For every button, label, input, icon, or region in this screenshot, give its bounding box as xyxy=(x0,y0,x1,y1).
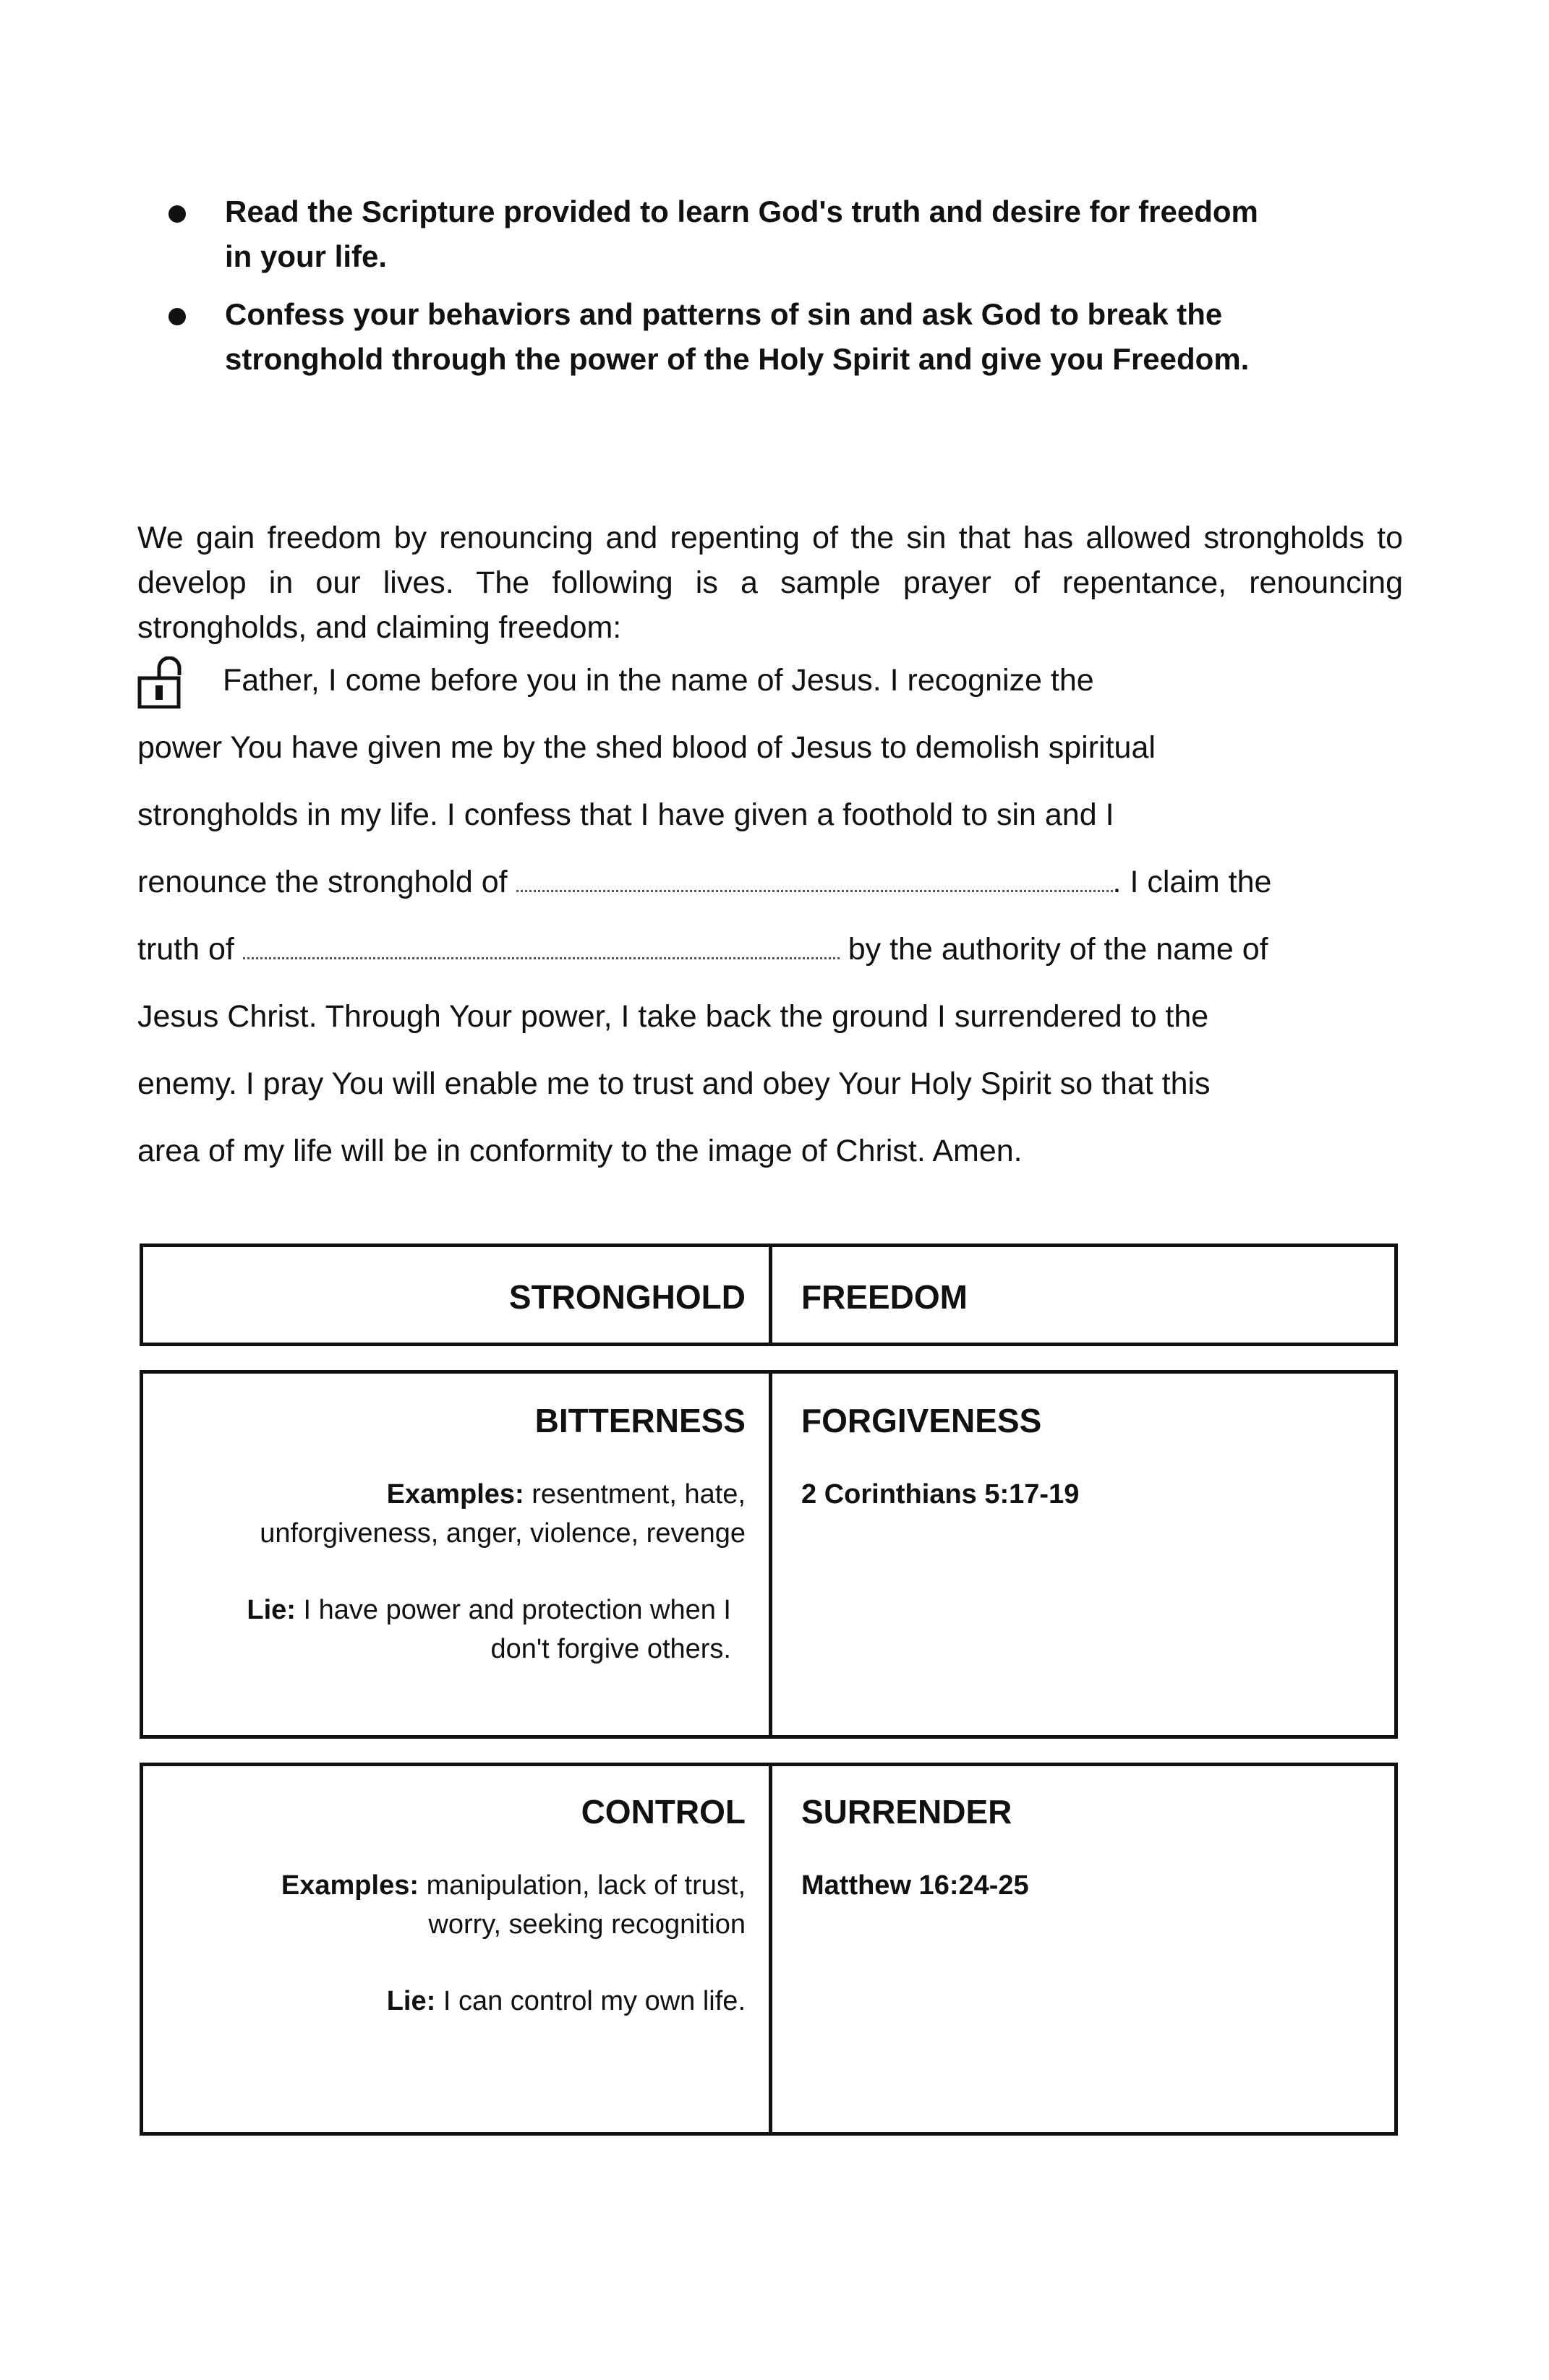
freedom-title: SURRENDER xyxy=(801,1793,1012,1831)
intro-paragraph: We gain freedom by renouncing and repenting of the sin that has allowed strongholds to develop in our lives. The following is a sample prayer of repentance, renouncing strongholds, and claiming freedom: xyxy=(137,521,1403,645)
bullet-text: Confess your behaviors and patterns of sin and ask God to break the stronghold through the power of the Holy Spirit and give you Freedom. xyxy=(225,297,1250,376)
prayer-text: Father, I come before you in the name of Jesus. I recognize the xyxy=(223,663,1094,698)
freedom-title: FORGIVENESS xyxy=(801,1402,1042,1439)
prayer-text: . I claim the xyxy=(1112,865,1272,899)
truth-blank[interactable] xyxy=(243,928,840,959)
column-title: FREEDOM xyxy=(801,1278,968,1316)
prayer-line xyxy=(137,849,1403,916)
prayer-line: power You have given me by the shed blood of Jesus to demolish spiritual xyxy=(137,730,1156,765)
prayer-text: renounce the stronghold of xyxy=(137,865,508,899)
prayer-text: truth of xyxy=(137,932,234,967)
stronghold-cell xyxy=(143,1766,772,2132)
unlocked-padlock-icon xyxy=(137,656,185,709)
header-cell-freedom xyxy=(772,1247,1394,1343)
prayer-text: by the authority of the name of xyxy=(848,932,1268,967)
prayer-line: enemy. I pray You will enable me to trust and obey Your Holy Spirit so that this xyxy=(137,1066,1211,1101)
header-cell-stronghold xyxy=(143,1247,772,1343)
list-item xyxy=(163,292,1284,382)
bullet-text: Read the Scripture provided to learn God's truth and desire for freedom in your life. xyxy=(225,194,1258,273)
stronghold-blank[interactable] xyxy=(516,861,1113,892)
table-row xyxy=(140,1370,1398,1739)
table-header xyxy=(140,1243,1398,1346)
bullet-icon xyxy=(168,308,186,325)
lie-text: Lie: I can control my own life. xyxy=(386,1986,746,2016)
prayer-line: area of my life will be in conformity to the image of Christ. Amen. xyxy=(137,1134,1023,1168)
stronghold-cell xyxy=(143,1374,772,1735)
stronghold-title: BITTERNESS xyxy=(534,1402,746,1439)
instruction-list xyxy=(163,189,1284,395)
prayer-line: strongholds in my life. I confess that I have given a foothold to sin and I xyxy=(137,797,1114,832)
prayer-line: Jesus Christ. Through Your power, I take back the ground I surrendered to the xyxy=(137,999,1209,1034)
prayer-line xyxy=(137,916,1403,983)
column-title: STRONGHOLD xyxy=(508,1278,746,1316)
scripture-reference: 2 Corinthians 5:17-19 xyxy=(801,1479,1080,1510)
lie-text: Lie: I have power and protection when I don't forgive others. xyxy=(247,1595,731,1664)
sample-prayer xyxy=(137,647,1403,1185)
prayer-line xyxy=(137,647,1403,714)
examples-text: Examples: manipulation, lack of trust, worry, seeking recognition xyxy=(281,1870,746,1940)
freedom-cell xyxy=(772,1766,1394,2132)
scripture-reference: Matthew 16:24-25 xyxy=(801,1870,1029,1901)
bullet-icon xyxy=(168,205,186,223)
table-row xyxy=(140,1763,1398,2136)
freedom-cell xyxy=(772,1374,1394,1735)
stronghold-title: CONTROL xyxy=(581,1793,746,1831)
examples-text: Examples: resentment, hate, unforgiveness, anger, violence, revenge xyxy=(260,1479,746,1549)
list-item xyxy=(163,189,1284,279)
